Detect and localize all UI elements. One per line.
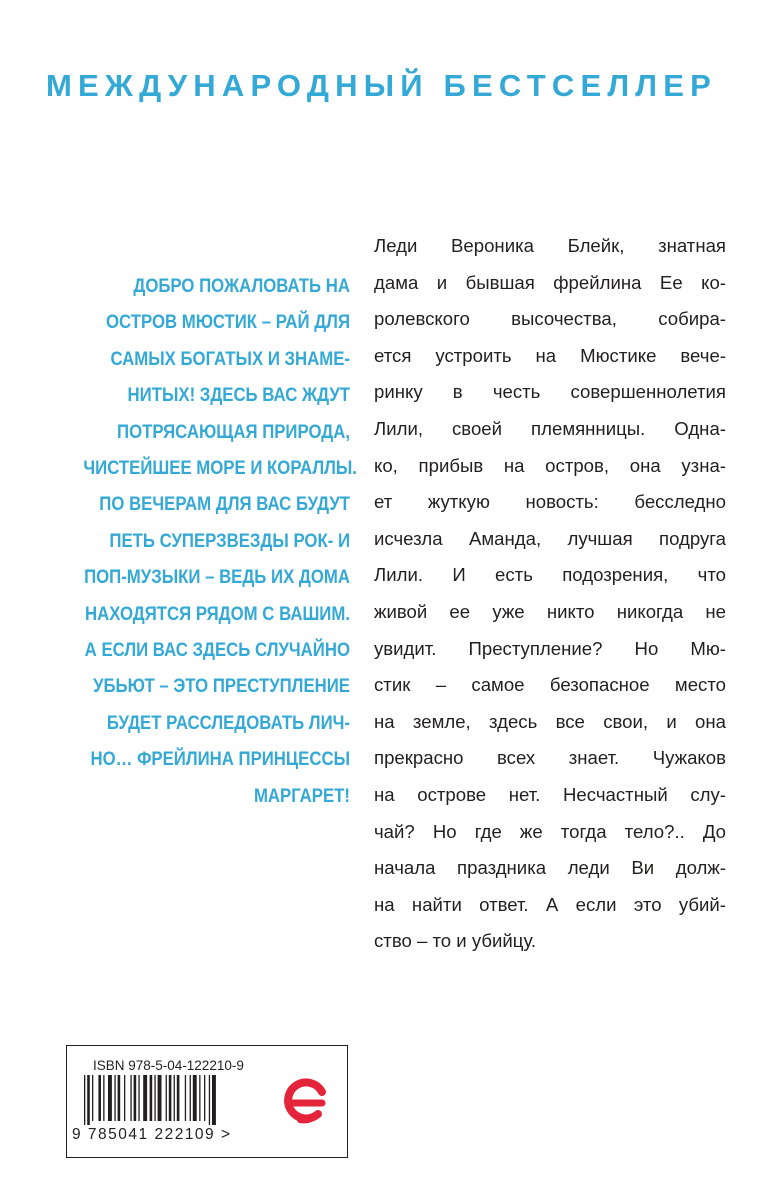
barcode-bar	[158, 1075, 162, 1121]
blurb-line: ролевского высочества, собира-	[374, 308, 726, 330]
blurb-line: стик – самое безопасное место	[374, 674, 726, 696]
barcode-bar	[114, 1075, 115, 1121]
blurb-line: увидит. Преступление? Но Мю-	[374, 637, 726, 659]
barcode-bar	[138, 1075, 139, 1121]
blurb-line: прекрасно всех знает. Чужаков	[374, 747, 726, 769]
blurb-line: Лили, своей племянницы. Одна-	[374, 417, 726, 439]
blurb-line: ство – то и убийцу.	[374, 930, 537, 952]
barcode-bar	[177, 1075, 180, 1121]
blurb-line: Лили. И есть подозрения, что	[374, 564, 726, 586]
barcode-bar	[143, 1075, 147, 1121]
barcode-bar	[209, 1075, 210, 1125]
barcode-bar	[169, 1075, 172, 1121]
barcode-bar	[166, 1075, 167, 1121]
blurb-line: ринку в честь совершеннолетия	[374, 381, 726, 403]
barcode-bar	[130, 1075, 131, 1121]
teaser-line: НО… ФРЕЙЛИНА ПРИНЦЕССЫ	[90, 748, 350, 771]
teaser-line: МАРГАРЕТ!	[253, 784, 350, 807]
blurb-line: ко, прибыв на остров, она узна-	[374, 454, 726, 476]
teaser-line: ДОБРО ПОЖАЛОВАТЬ НА	[133, 275, 350, 297]
teaser-line: ЧИСТЕЙШЕЕ МОРЕ И КОРАЛЛЫ.	[83, 457, 357, 480]
blurb-line: дама и бывшая фрейлина Ее ко-	[374, 271, 726, 293]
barcode-bar	[193, 1075, 197, 1121]
teaser-line: САМЫХ БОГАТЫХ И ЗНАМЕ-	[110, 347, 351, 370]
teaser-text	[83, 268, 357, 814]
barcode-bar	[103, 1075, 104, 1121]
barcode-bar	[108, 1075, 112, 1121]
teaser-line: БУДЕТ РАССЛЕДОВАТЬ ЛИЧ-	[106, 711, 350, 734]
blurb-line: чай? Но где же тогда тело?.. До	[374, 820, 726, 842]
barcode-bar	[212, 1075, 216, 1125]
blurb-line: на острове нет. Несчастный слу-	[374, 783, 726, 805]
teaser-line: ПО ВЕЧЕРАМ ДЛЯ ВАС БУДУТ	[99, 493, 350, 516]
isbn-label: ISBN 978-5-04-122210-9	[93, 1058, 244, 1073]
blurb-text	[374, 228, 726, 960]
barcode-bar	[92, 1075, 93, 1121]
barcode-bar	[190, 1075, 191, 1121]
blurb-line: ется устроить на Мюстике вече-	[374, 344, 726, 366]
teaser-line: УБЬЮТ – ЭТО ПРЕСТУПЛЕНИЕ	[93, 675, 350, 698]
blurb-line: Леди Вероника Блейк, знатная	[374, 235, 726, 256]
teaser-line: ПОП-МУЗЫКИ – ВЕДЬ ИХ ДОМА	[84, 566, 350, 589]
teaser-line: НАХОДЯТСЯ РЯДОМ С ВАШИМ.	[84, 602, 350, 625]
blurb-line: начала праздника леди Ви долж-	[374, 857, 726, 879]
barcode-bar	[84, 1075, 85, 1125]
blurb-line: на земле, здесь все свои, и она	[374, 710, 726, 732]
barcode-bar	[150, 1075, 153, 1121]
teaser-line: ПОТРЯСАЮЩАЯ ПРИРОДА,	[117, 420, 350, 443]
barcode-icon	[84, 1075, 250, 1125]
headline: МЕЖДУНАРОДНЫЙ БЕСТСЕЛЛЕР	[46, 68, 717, 103]
barcode-digits: 9 785041 222109 >	[72, 1126, 232, 1143]
barcode-bar	[98, 1075, 101, 1121]
blurb-line: живой ее уже никто никогда не	[374, 600, 726, 622]
teaser-line: А ЕСЛИ ВАС ЗДЕСЬ СЛУЧАЙНО	[84, 639, 350, 662]
barcode-bar	[204, 1075, 205, 1121]
teaser-line: ОСТРОВ МЮСТИК – РАЙ ДЛЯ	[106, 311, 350, 334]
blurb-line: ет жуткую новость: бесследно	[374, 491, 726, 513]
barcode-bar	[185, 1075, 186, 1121]
barcode-bar	[174, 1075, 175, 1121]
barcode-bar	[199, 1075, 200, 1121]
blurb-line: исчезла Аманда, лучшая подруга	[374, 527, 726, 549]
barcode-bar	[134, 1075, 137, 1121]
teaser-line: НИТЫХ! ЗДЕСЬ ВАС ЖДУТ	[127, 384, 350, 407]
barcode-bar	[154, 1075, 155, 1121]
eksmo-logo-icon	[278, 1062, 334, 1142]
barcode-bar	[124, 1075, 125, 1121]
teaser-line: ПЕТЬ СУПЕРЗВЕЗДЫ РОК- И	[109, 529, 351, 552]
barcode-bar	[118, 1075, 121, 1121]
blurb-line: на найти ответ. А если это убий-	[374, 893, 726, 915]
barcode-bar	[87, 1075, 90, 1125]
